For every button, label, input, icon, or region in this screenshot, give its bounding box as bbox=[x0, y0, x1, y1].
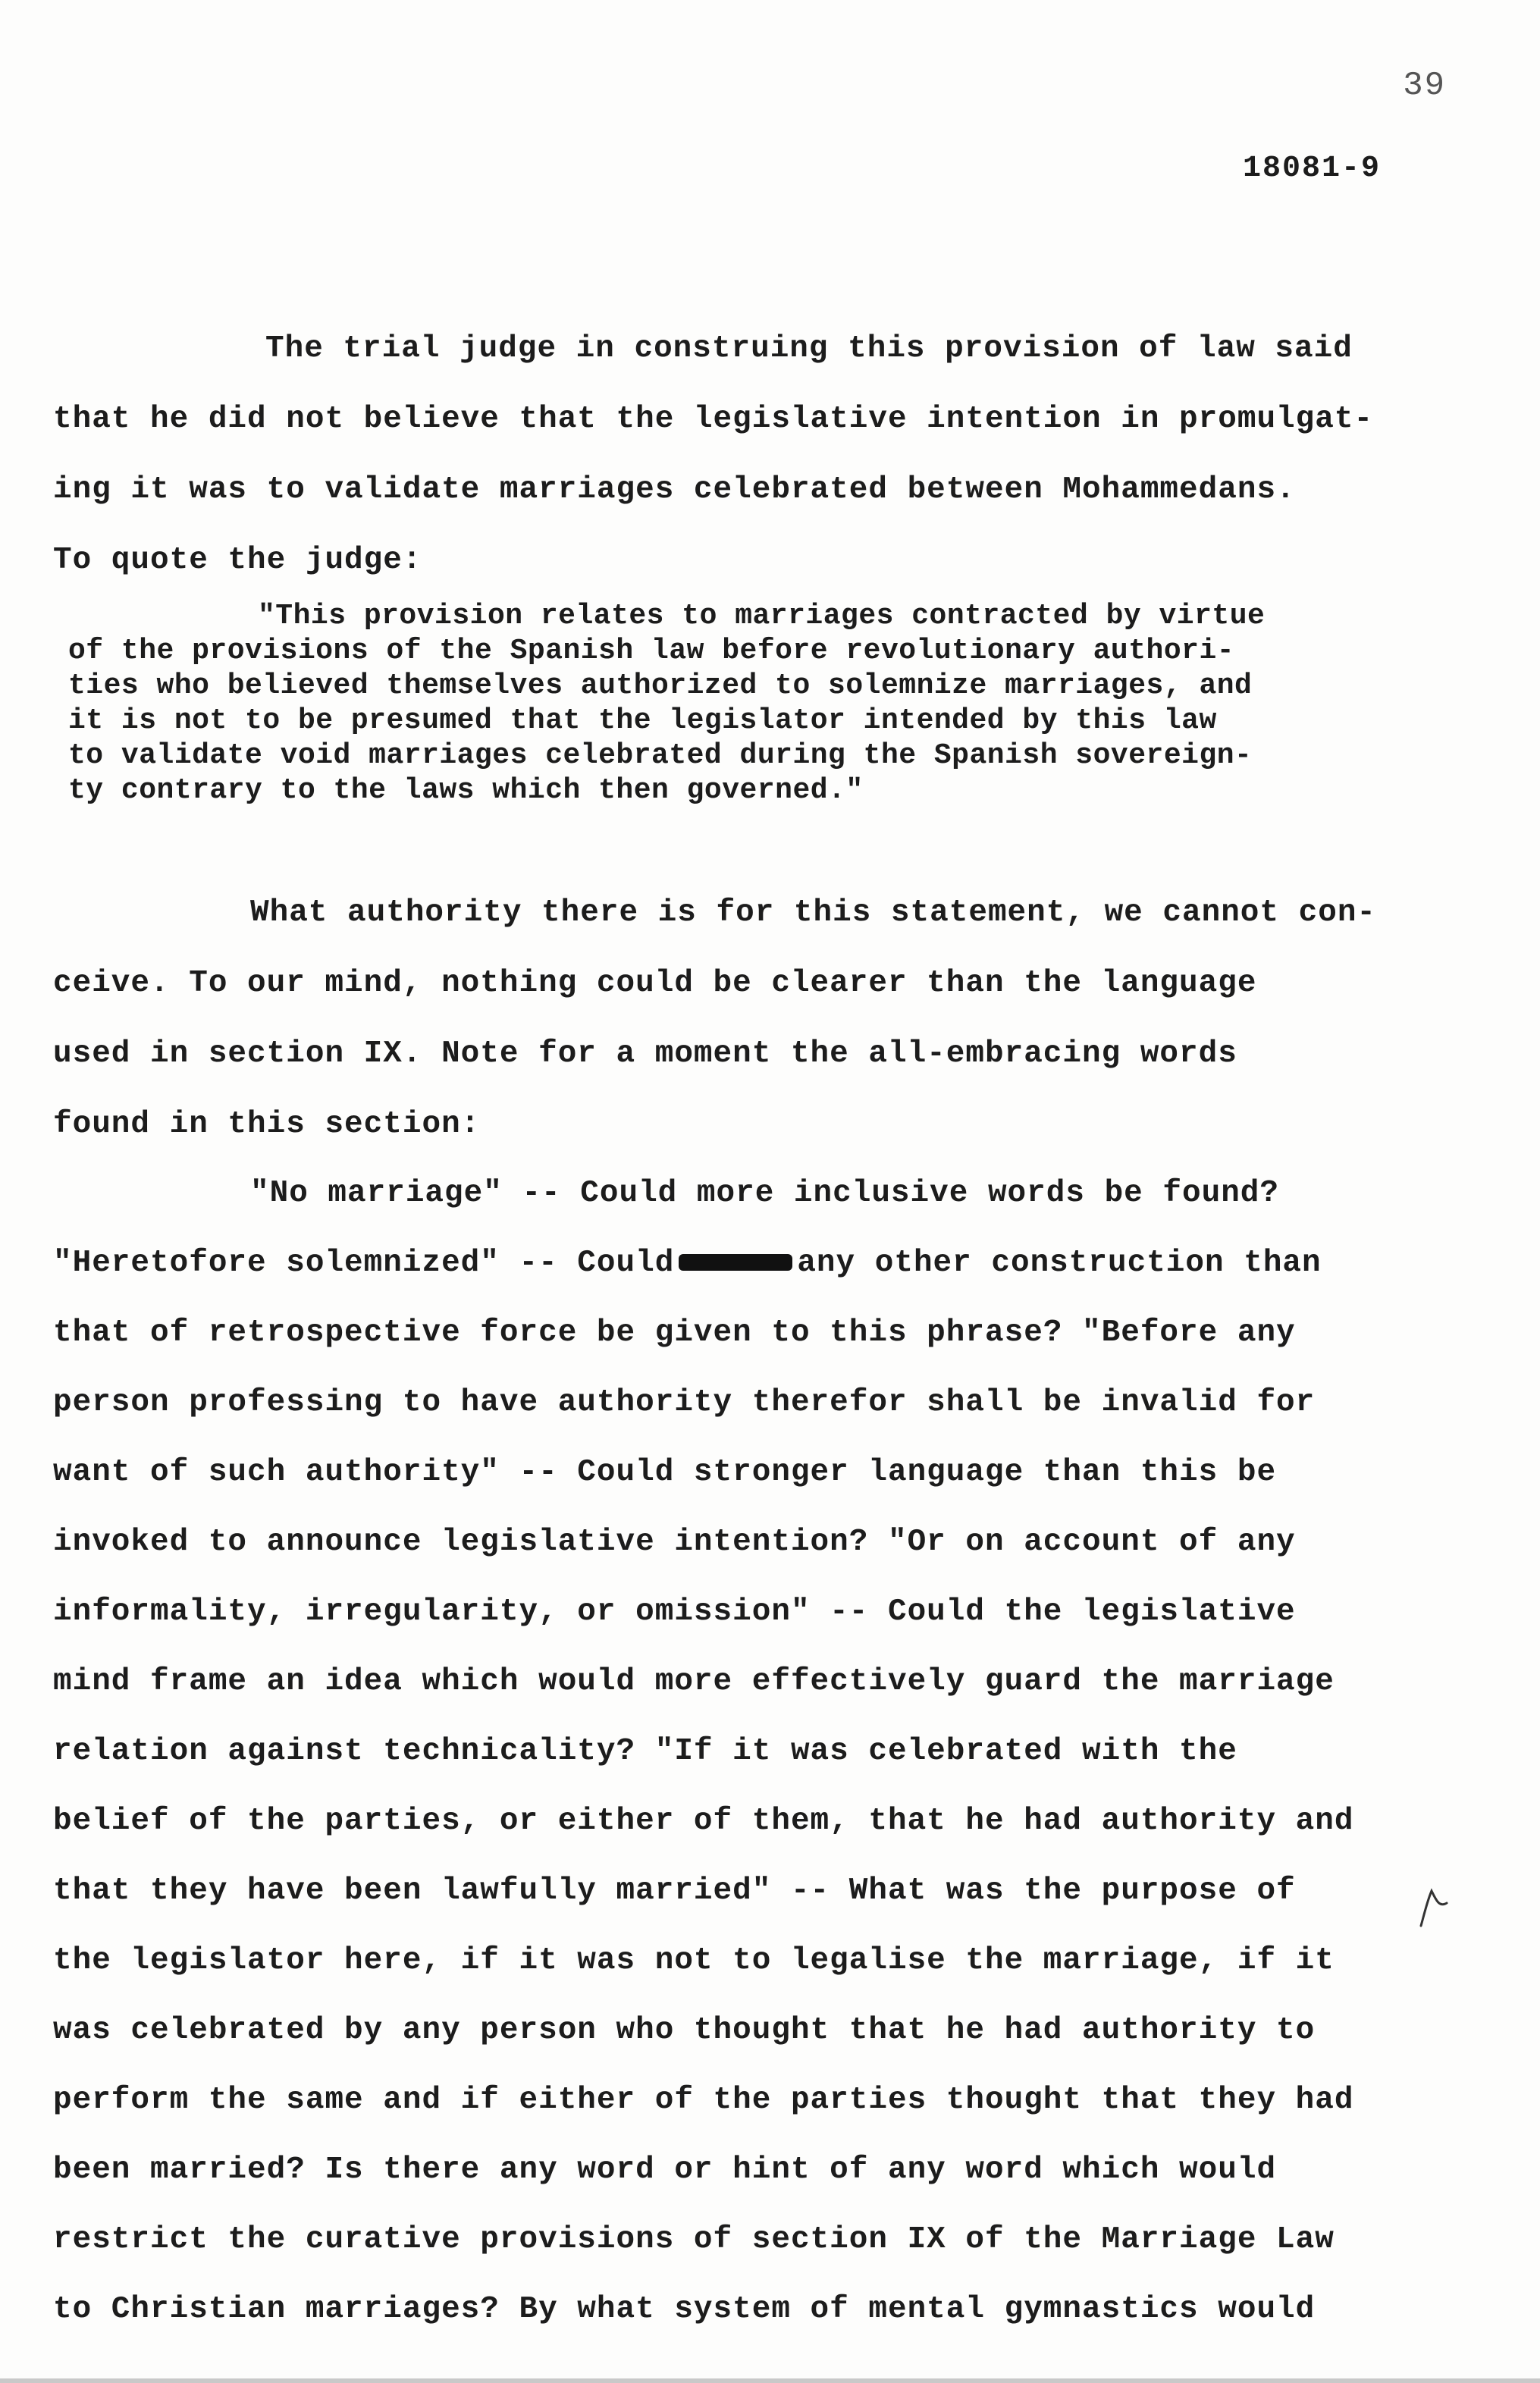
text-line: that of retrospective force be given to this phrase? "Before any bbox=[53, 1315, 1296, 1350]
text-line: ing it was to validate marriages celebrated between Mohammedans. bbox=[53, 472, 1296, 507]
quote-line: to validate void marriages celebrated during the Spanish sovereign- bbox=[68, 739, 1253, 772]
text-line: perform the same and if either of the parties thought that they had bbox=[53, 2083, 1354, 2118]
block-quote bbox=[68, 599, 1479, 808]
text-line: mind frame an idea which would more effectively guard the marriage bbox=[53, 1664, 1335, 1699]
text-line: to Christian marriages? By what system of mental gymnastics would bbox=[53, 2292, 1316, 2327]
quote-line: it is not to be presumed that the legislator intended by this law bbox=[68, 704, 1217, 737]
quote-line: "This provision relates to marriages contracted by virtue bbox=[258, 600, 1266, 632]
text-line: relation against technicality? "If it was celebrated with the bbox=[53, 1734, 1237, 1769]
text-line: "No marriage" -- Could more inclusive words be found? bbox=[250, 1176, 1280, 1211]
text-line: invoked to announce legislative intention? "Or on account of any bbox=[53, 1525, 1296, 1560]
scan-edge bbox=[0, 2378, 1540, 2383]
text-line: person professing to have authority therefor shall be invalid for bbox=[53, 1385, 1316, 1420]
page-number-mark: 39 bbox=[1403, 67, 1446, 105]
quote-line: ty contrary to the laws which then governed." bbox=[68, 774, 864, 807]
text-line: ceive. To our mind, nothing could be clearer than the language bbox=[53, 966, 1257, 1001]
text-line: been married? Is there any word or hint of any word which would bbox=[53, 2153, 1277, 2187]
paragraph-analysis bbox=[53, 1159, 1479, 2344]
redaction-mark bbox=[679, 1254, 792, 1271]
text-line: that he did not believe that the legislative intention in promulgat- bbox=[53, 402, 1374, 437]
text-line: was celebrated by any person who thought that he had authority to bbox=[53, 2013, 1316, 2048]
margin-check-mark-icon bbox=[1416, 1885, 1450, 1930]
text-line: What authority there is for this statement, we cannot con- bbox=[250, 895, 1377, 930]
text-line: "Heretofore solemnized" -- Could any other construction than bbox=[53, 1246, 1322, 1281]
quote-line: ties who believed themselves authorized to solemnize marriages, and bbox=[68, 669, 1253, 702]
text-line: that they have been lawfully married" -- What was the purpose of bbox=[53, 1873, 1296, 1908]
text-line: To quote the judge: bbox=[53, 543, 422, 578]
text-line: want of such authority" -- Could stronger language than this be bbox=[53, 1455, 1277, 1490]
text-line: restrict the curative provisions of section IX of the Marriage Law bbox=[53, 2222, 1335, 2257]
text-line: informality, irregularity, or omission" -- Could the legislative bbox=[53, 1594, 1296, 1629]
text-line: the legislator here, if it was not to legalise the marriage, if it bbox=[53, 1943, 1335, 1978]
quote-line: of the provisions of the Spanish law before revolutionary authori- bbox=[68, 635, 1235, 667]
paragraph-trial-judge bbox=[53, 314, 1479, 596]
text-line: used in section IX. Note for a moment the all-embracing words bbox=[53, 1036, 1237, 1071]
text-line: The trial judge in construing this provision of law said bbox=[265, 331, 1353, 366]
text-line: found in this section: bbox=[53, 1107, 481, 1142]
paragraph-authority bbox=[53, 878, 1479, 1160]
document-number: 18081-9 bbox=[1242, 152, 1381, 186]
text-line: belief of the parties, or either of them, that he had authority and bbox=[53, 1804, 1354, 1839]
